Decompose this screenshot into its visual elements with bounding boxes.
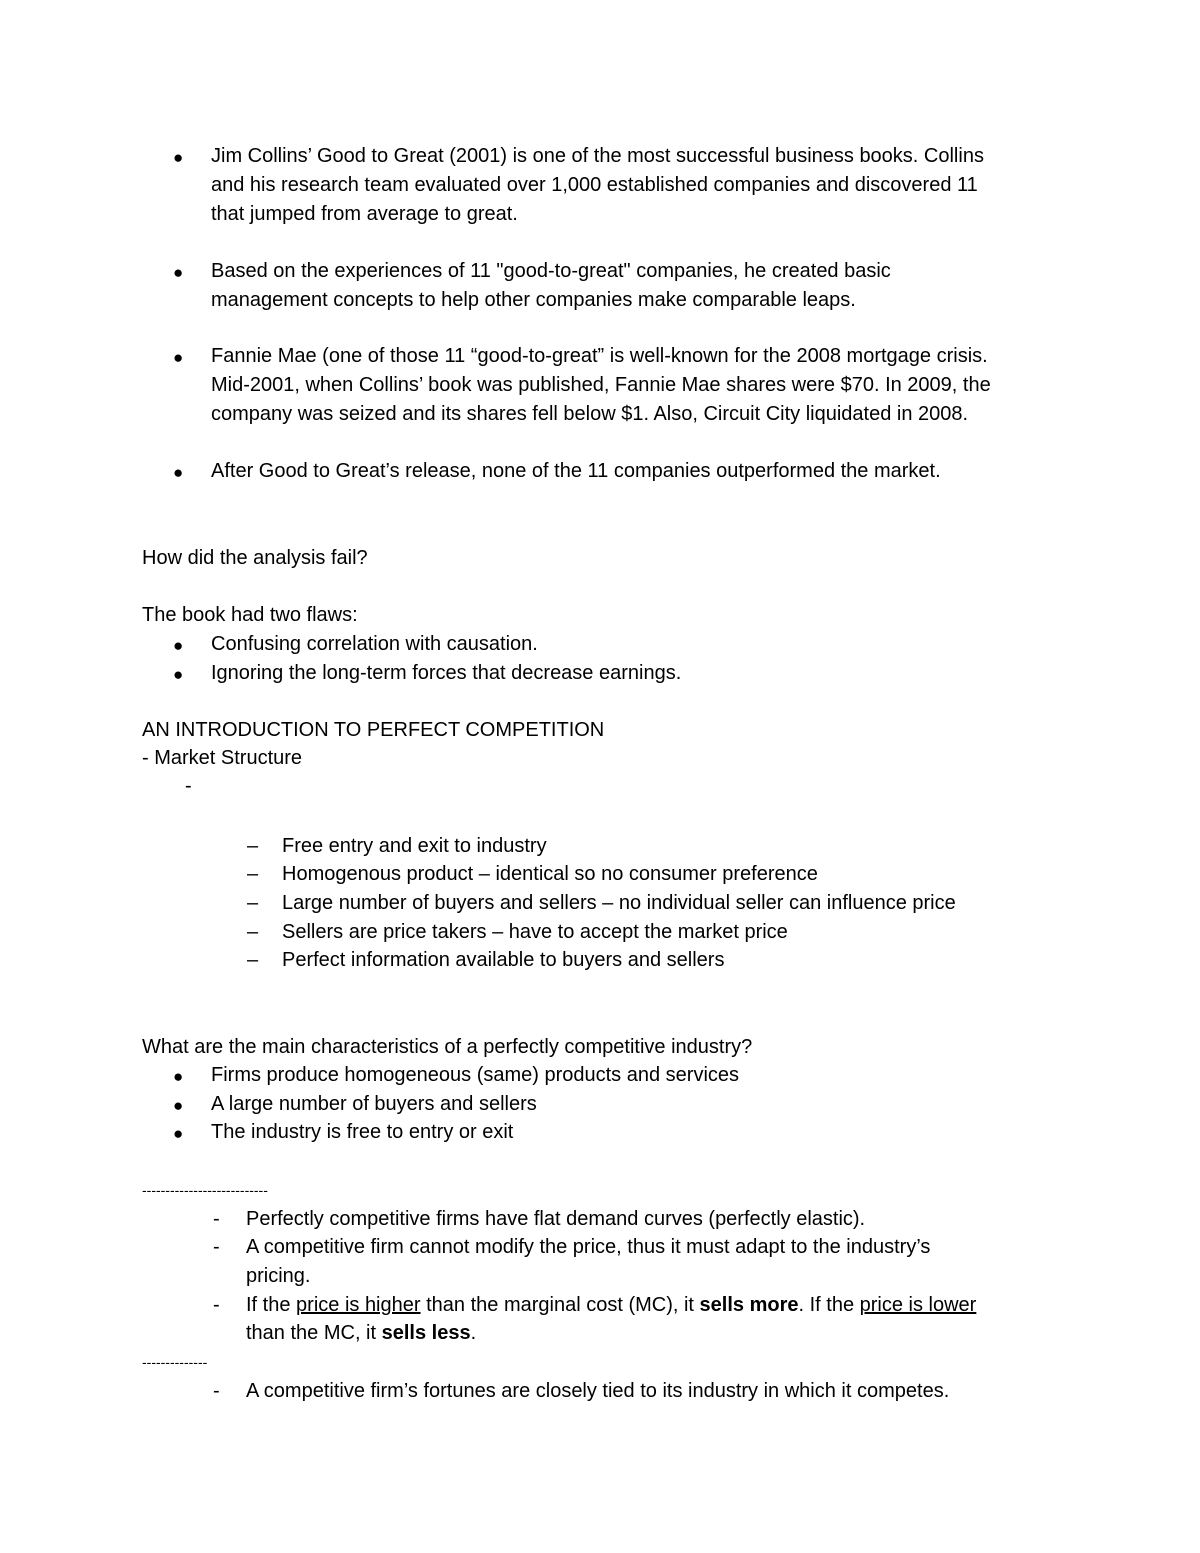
bullet-text-line: After Good to Great’s release, none of the 11 companies outperformed the market. (211, 460, 941, 482)
bullet-icon: ● (173, 463, 184, 482)
bullet-text-line: and his research team evaluated over 1,000 established companies and discovered 11 (211, 174, 978, 196)
bullet-text-line: Mid-2001, when Collins’ book was published, Fannie Mae shares were $70. In 2009, the (211, 374, 991, 396)
characteristic-item: Firms produce homogeneous (same) products and services (211, 1064, 740, 1086)
note-item: A competitive firm cannot modify the price, thus it must adapt to the industry’s (246, 1236, 931, 1258)
bullet-icon: ● (173, 348, 184, 367)
bullet-icon: ● (173, 1124, 184, 1143)
structure-item: Perfect information available to buyers and sellers (282, 949, 725, 971)
bullet-icon: ● (173, 636, 184, 655)
bullet-text-line: Based on the experiences of 11 "good-to-great" companies, he created basic (211, 260, 891, 282)
hyphen-icon: - (213, 1380, 220, 1402)
bullet-icon: ● (173, 148, 184, 167)
note-text: If the (246, 1294, 297, 1316)
market-structure-label: - Market Structure (142, 747, 303, 769)
note-text: than the MC, it (246, 1322, 382, 1344)
structure-item: Homogenous product – identical so no consumer preference (282, 863, 818, 885)
dash-icon: – (247, 949, 259, 971)
bullet-text-line: that jumped from average to great. (211, 203, 518, 225)
note-text: . If the (798, 1294, 860, 1316)
hyphen-icon: - (213, 1208, 220, 1230)
note-text: than the marginal cost (MC), it (420, 1294, 700, 1316)
bullet-icon: ● (173, 665, 184, 684)
separator-line: -------------- (142, 1354, 208, 1370)
bullet-icon: ● (173, 1096, 184, 1115)
characteristic-item: The industry is free to entry or exit (211, 1121, 514, 1143)
separator-line: --------------------------- (142, 1182, 268, 1198)
note-text: . (470, 1322, 477, 1344)
question-heading: How did the analysis fail? (142, 547, 368, 569)
bullet-icon: ● (173, 263, 184, 282)
dash-icon: – (247, 892, 259, 914)
underlined-text: price is higher (296, 1294, 421, 1316)
characteristic-item: A large number of buyers and sellers (211, 1093, 537, 1115)
bullet-text-line: Fannie Mae (one of those 11 “good-to-great” is well-known for the 2008 mortgage crisis. (211, 345, 988, 367)
bullet-text-line: company was seized and its shares fell below $1. Also, Circuit City liquidated in 2008. (211, 403, 969, 425)
bullet-text-line: management concepts to help other companies make comparable leaps. (211, 289, 856, 311)
note-item: pricing. (246, 1265, 311, 1287)
hyphen-icon: - (213, 1236, 220, 1258)
structure-item: Large number of buyers and sellers – no individual seller can influence price (282, 892, 956, 914)
note-item (246, 1291, 976, 1320)
underlined-text: price is lower (859, 1294, 977, 1316)
flaws-intro: The book had two flaws: (142, 604, 358, 626)
note-item: Perfectly competitive firms have flat demand curves (perfectly elastic). (246, 1208, 866, 1230)
question-heading: What are the main characteristics of a perfectly competitive industry? (142, 1036, 753, 1058)
section-heading: AN INTRODUCTION TO PERFECT COMPETITION (142, 719, 605, 741)
structure-item: Sellers are price takers – have to accept the market price (282, 921, 788, 943)
note-item: A competitive firm’s fortunes are closely tied to its industry in which it competes. (246, 1380, 950, 1402)
bullet-icon: ● (173, 1067, 184, 1086)
flaw-item: Confusing correlation with causation. (211, 633, 538, 655)
empty-dash: - (185, 775, 192, 797)
dash-icon: – (247, 863, 259, 885)
bold-text: sells less (381, 1322, 471, 1344)
flaw-item: Ignoring the long-term forces that decrease earnings. (211, 662, 682, 684)
structure-item: Free entry and exit to industry (282, 835, 547, 857)
hyphen-icon: - (213, 1294, 220, 1316)
dash-icon: – (247, 921, 259, 943)
bullet-text-line: Jim Collins’ Good to Great (2001) is one of the most successful business books. Collins (211, 145, 984, 167)
note-item (246, 1319, 476, 1348)
dash-icon: – (247, 835, 259, 857)
bold-text: sells more (699, 1294, 799, 1316)
